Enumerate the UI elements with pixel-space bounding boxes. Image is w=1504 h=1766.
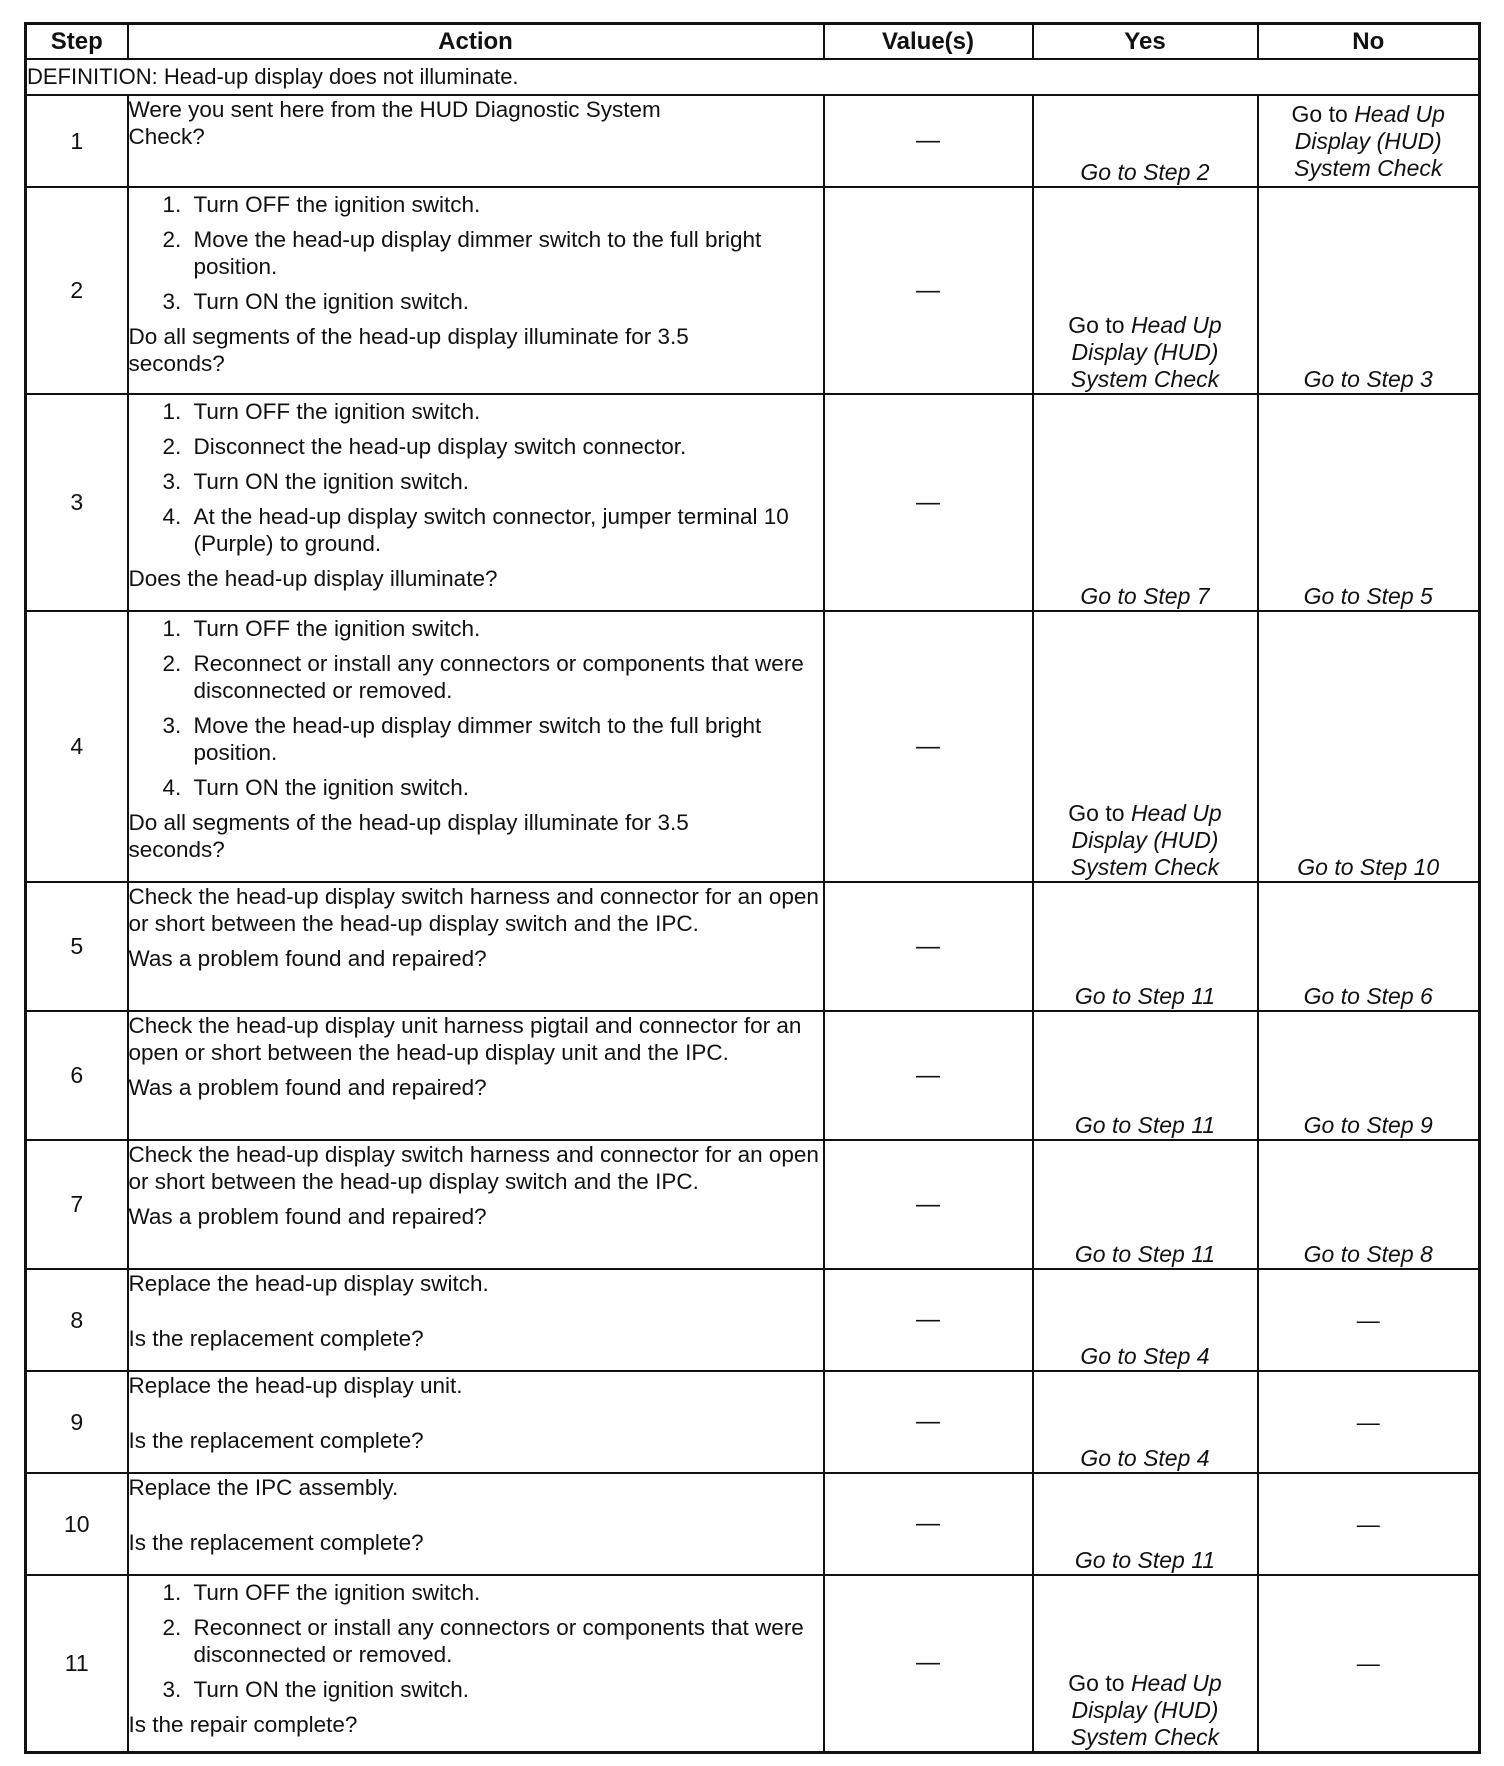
value-cell: —	[824, 1011, 1033, 1140]
no-cell: Go to Step 6	[1258, 882, 1480, 1011]
action-cell	[128, 1011, 824, 1140]
list-item: 3. Turn ON the ignition switch.	[188, 468, 793, 495]
no-cell: —	[1258, 1269, 1480, 1371]
diagnostic-table	[24, 22, 1481, 1754]
header-step: Step	[26, 24, 128, 60]
step-number: 9	[26, 1371, 128, 1473]
list-item: 1. Turn OFF the ignition switch.	[188, 615, 823, 642]
value-cell: —	[824, 1473, 1033, 1575]
yes-cell: Go to Step 11	[1033, 1011, 1258, 1140]
no-cell: —	[1258, 1371, 1480, 1473]
action-question: Was a problem found and repaired?	[128, 1075, 487, 1100]
yes-cell: Go to Step 11	[1033, 882, 1258, 1011]
value-cell: —	[824, 95, 1033, 187]
diagnostic-page	[24, 22, 1478, 1754]
step-number: 6	[26, 1011, 128, 1140]
step-number: 4	[26, 611, 128, 882]
action-description: Check the head-up display switch harness and connector for an open or short between the head-up display switch and the IPC.	[128, 1142, 819, 1194]
step-number: 3	[26, 394, 128, 611]
definition-text: DEFINITION: Head-up display does not illuminate.	[26, 59, 1480, 95]
table-row	[26, 611, 1480, 882]
no-cell: Go to Step 3	[1258, 187, 1480, 394]
action-question: Do all segments of the head-up display illuminate for 3.5 seconds?	[128, 810, 689, 862]
header-values: Value(s)	[824, 24, 1033, 60]
list-item: 4. At the head-up display switch connector, jumper terminal 10 (Purple) to ground.	[188, 503, 793, 557]
definition-row	[26, 59, 1480, 95]
yes-cell	[1033, 1575, 1258, 1752]
yes-cell	[1033, 187, 1258, 394]
action-description: Replace the IPC assembly.	[128, 1475, 399, 1500]
yes-reference: Head Up Display (HUD) System Check	[1070, 1669, 1222, 1750]
step-number: 8	[26, 1269, 128, 1371]
list-item: 4. Turn ON the ignition switch.	[188, 774, 823, 801]
action-cell	[128, 1371, 824, 1473]
table-row	[26, 1269, 1480, 1371]
action-steps-list	[129, 1579, 823, 1703]
action-steps-list	[129, 191, 823, 315]
yes-prefix: Go to	[1068, 312, 1131, 338]
yes-cell: Go to Step 11	[1033, 1140, 1258, 1269]
action-cell	[128, 1473, 824, 1575]
action-description: Check the head-up display switch harness and connector for an open or short between the head-up display switch and the IPC.	[128, 884, 819, 936]
action-cell	[128, 1575, 824, 1752]
list-item: 2. Move the head-up display dimmer switch to the full bright position.	[188, 226, 823, 280]
action-cell	[128, 95, 824, 187]
action-cell	[128, 611, 824, 882]
header-action: Action	[128, 24, 824, 60]
no-cell: Go to Step 5	[1258, 394, 1480, 611]
action-cell	[128, 1140, 824, 1269]
no-reference: Head Up Display (HUD) System Check	[1294, 100, 1445, 181]
yes-reference: Head Up Display (HUD) System Check	[1070, 800, 1222, 880]
step-number: 1	[26, 95, 128, 187]
no-prefix: Go to	[1291, 100, 1355, 127]
action-cell	[128, 882, 824, 1011]
action-description: Check the head-up display unit harness pigtail and connector for an open or short between the head-up display unit and the IPC.	[128, 1013, 802, 1065]
action-cell	[128, 187, 824, 394]
action-question: Was a problem found and repaired?	[128, 1204, 487, 1229]
list-item: 2. Reconnect or install any connectors or components that were disconnected or removed.	[188, 1614, 823, 1668]
yes-cell	[1033, 611, 1258, 882]
header-yes: Yes	[1033, 24, 1258, 60]
yes-cell: Go to Step 4	[1033, 1371, 1258, 1473]
action-description: Were you sent here from the HUD Diagnostic System Check?	[128, 97, 661, 149]
action-description: Replace the head-up display switch.	[128, 1271, 489, 1296]
table-row	[26, 1575, 1480, 1752]
value-cell: —	[824, 1140, 1033, 1269]
list-item: 3. Move the head-up display dimmer switch to the full bright position.	[188, 712, 823, 766]
action-cell	[128, 394, 824, 611]
list-item: 1. Turn OFF the ignition switch.	[188, 398, 793, 425]
header-no: No	[1258, 24, 1480, 60]
no-cell: Go to Step 10	[1258, 611, 1480, 882]
step-number: 2	[26, 187, 128, 394]
list-item: 2. Disconnect the head-up display switch connector.	[188, 433, 793, 460]
value-cell: —	[824, 882, 1033, 1011]
action-cell	[128, 1269, 824, 1371]
table-row	[26, 394, 1480, 611]
yes-reference: Head Up Display (HUD) System Check	[1070, 312, 1222, 392]
table-row	[26, 1011, 1480, 1140]
table-row	[26, 1140, 1480, 1269]
step-number: 10	[26, 1473, 128, 1575]
value-cell: —	[824, 611, 1033, 882]
action-question: Was a problem found and repaired?	[128, 946, 487, 971]
yes-cell: Go to Step 4	[1033, 1269, 1258, 1371]
value-cell: —	[824, 1371, 1033, 1473]
action-steps-list	[129, 615, 823, 801]
no-cell: —	[1258, 1575, 1480, 1752]
yes-prefix: Go to	[1068, 1669, 1131, 1696]
action-description: Replace the head-up display unit.	[128, 1373, 463, 1398]
action-question: Is the replacement complete?	[128, 1326, 424, 1351]
value-cell: —	[824, 1575, 1033, 1752]
step-number: 11	[26, 1575, 128, 1752]
table-row	[26, 95, 1480, 187]
step-number: 7	[26, 1140, 128, 1269]
table-row	[26, 187, 1480, 394]
header-row	[26, 24, 1480, 60]
no-cell	[1258, 95, 1480, 187]
yes-cell: Go to Step 7	[1033, 394, 1258, 611]
action-question: Is the replacement complete?	[128, 1428, 424, 1453]
yes-prefix: Go to	[1068, 800, 1131, 826]
action-steps-list	[129, 398, 823, 557]
table-row	[26, 1473, 1480, 1575]
action-question: Does the head-up display illuminate?	[128, 566, 498, 591]
no-cell: Go to Step 8	[1258, 1140, 1480, 1269]
list-item: 3. Turn ON the ignition switch.	[188, 288, 823, 315]
list-item: 1. Turn OFF the ignition switch.	[188, 1579, 823, 1606]
table-row	[26, 1371, 1480, 1473]
value-cell: —	[824, 1269, 1033, 1371]
value-cell: —	[824, 187, 1033, 394]
value-cell: —	[824, 394, 1033, 611]
list-item: 1. Turn OFF the ignition switch.	[188, 191, 823, 218]
list-item: 2. Reconnect or install any connectors or components that were disconnected or removed.	[188, 650, 823, 704]
action-question: Is the repair complete?	[128, 1712, 358, 1737]
no-cell: Go to Step 9	[1258, 1011, 1480, 1140]
action-question: Do all segments of the head-up display illuminate for 3.5 seconds?	[128, 324, 689, 376]
step-number: 5	[26, 882, 128, 1011]
no-cell: —	[1258, 1473, 1480, 1575]
action-question: Is the replacement complete?	[128, 1530, 424, 1555]
table-row	[26, 882, 1480, 1011]
yes-cell: Go to Step 11	[1033, 1473, 1258, 1575]
yes-cell: Go to Step 2	[1033, 95, 1258, 187]
list-item: 3. Turn ON the ignition switch.	[188, 1676, 823, 1703]
